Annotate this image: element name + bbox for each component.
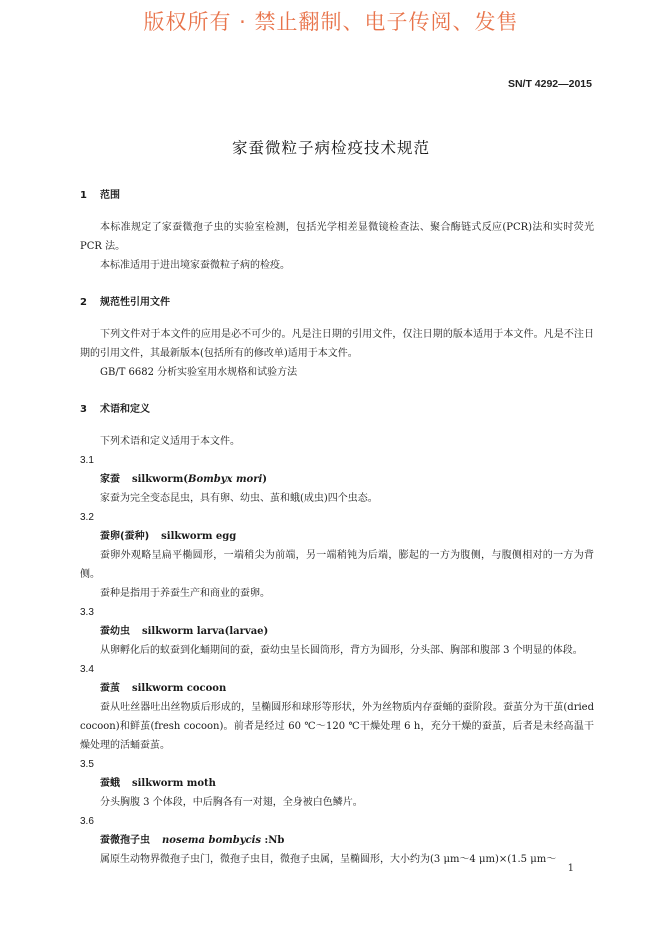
term-number: 3.1 <box>80 455 94 466</box>
term-chinese: 蚕微孢子虫 <box>100 835 150 846</box>
paragraph: 本标准适用于进出境家蚕微粒子病的检疫。 <box>100 260 290 271</box>
term-title <box>80 831 594 850</box>
term-english: silkworm moth <box>132 778 216 789</box>
reference-item: GB/T 6682 分析实验室用水规格和试验方法 <box>100 367 298 378</box>
paragraph: 本标准规定了家蚕微孢子虫的实验室检测，包括光学相差显微镜检查法、聚合酶链式反应(PCR)法和实时荧光 PCR 法。 <box>80 222 594 252</box>
term-number: 3.2 <box>80 512 94 523</box>
term-chinese: 蚕卵(蚕种) <box>100 531 150 542</box>
term-title <box>80 679 594 698</box>
term-chinese: 家蚕 <box>100 474 120 485</box>
standard-code: SN/T 4292—2015 <box>507 78 592 90</box>
document-body <box>80 186 594 869</box>
term-definition: 分头胸腹 3 个体段，中后胸各有一对翅，全身被白色鳞片。 <box>100 797 363 808</box>
term-english: silkworm egg <box>161 531 237 542</box>
term-english: nosema bombycis :Nb <box>162 835 285 846</box>
term-number: 3.3 <box>80 607 94 618</box>
term-definition: 蚕从吐丝器吐出丝物质后形成的，呈椭圆形和球形等形状，外为丝物质内存蚕蛹的蚕阶段。蚕茧分为干茧(dried cocoon)和鲜茧(fresh cocoon)。前者是经过 60 ℃～120 ℃干燥处理 6 h，充分干燥的蚕茧，后者是未经高温干燥处理的活蛹蚕茧。 <box>80 702 594 751</box>
term-number: 3.5 <box>80 759 94 770</box>
term-title <box>80 622 594 641</box>
term-title <box>80 527 594 546</box>
section-heading: 3 术语和定义 <box>80 404 150 415</box>
term-number: 3.4 <box>80 664 94 675</box>
paragraph: 下列术语和定义适用于本文件。 <box>100 436 240 447</box>
term-definition: 从卵孵化后的蚁蚕到化蛹期间的蚕，蚕幼虫呈长圆筒形，背方为圆形，分头部、胸部和腹部 3 个明显的体段。 <box>100 645 583 656</box>
page-title: 家蚕微粒子病检疫技术规范 <box>231 139 430 157</box>
terms-list <box>80 451 594 869</box>
section-heading: 1 范围 <box>80 190 120 201</box>
copyright-watermark: 版权所有 · 禁止翻制、电子传阅、发售 <box>143 10 519 34</box>
term-definition: 家蚕为完全变态昆虫，具有卵、幼虫、茧和蛾(成虫)四个虫态。 <box>100 493 378 504</box>
term-chinese: 蚕幼虫 <box>100 626 130 637</box>
term-definition: 属原生动物界微孢子虫门，微孢子虫目，微孢子虫属，呈椭圆形，大小约为(3 μm～4 μm)×(1.5 μm～ <box>100 854 557 865</box>
term-chinese: 蚕茧 <box>100 683 120 694</box>
term-title <box>80 470 594 489</box>
term-chinese: 蚕蛾 <box>100 778 120 789</box>
page-number: 1 <box>567 863 574 874</box>
section-heading: 2 规范性引用文件 <box>80 297 170 308</box>
term-definition: 蚕种是指用于养蚕生产和商业的蚕卵。 <box>100 588 270 599</box>
term-english: silkworm(Bombyx mori) <box>132 474 268 485</box>
term-number: 3.6 <box>80 816 94 827</box>
term-title <box>80 774 594 793</box>
term-english: silkworm larva(larvae) <box>142 626 269 637</box>
term-english: silkworm cocoon <box>132 683 227 694</box>
term-definition: 蚕卵外观略呈扁平椭圆形，一端稍尖为前端，另一端稍钝为后端，膨起的一方为腹侧，与腹侧相对的一方为背侧。 <box>80 550 594 580</box>
paragraph: 下列文件对于本文件的应用是必不可少的。凡是注日期的引用文件，仅注日期的版本适用于本文件。凡是不注日期的引用文件，其最新版本(包括所有的修改单)适用于本文件。 <box>80 329 594 359</box>
